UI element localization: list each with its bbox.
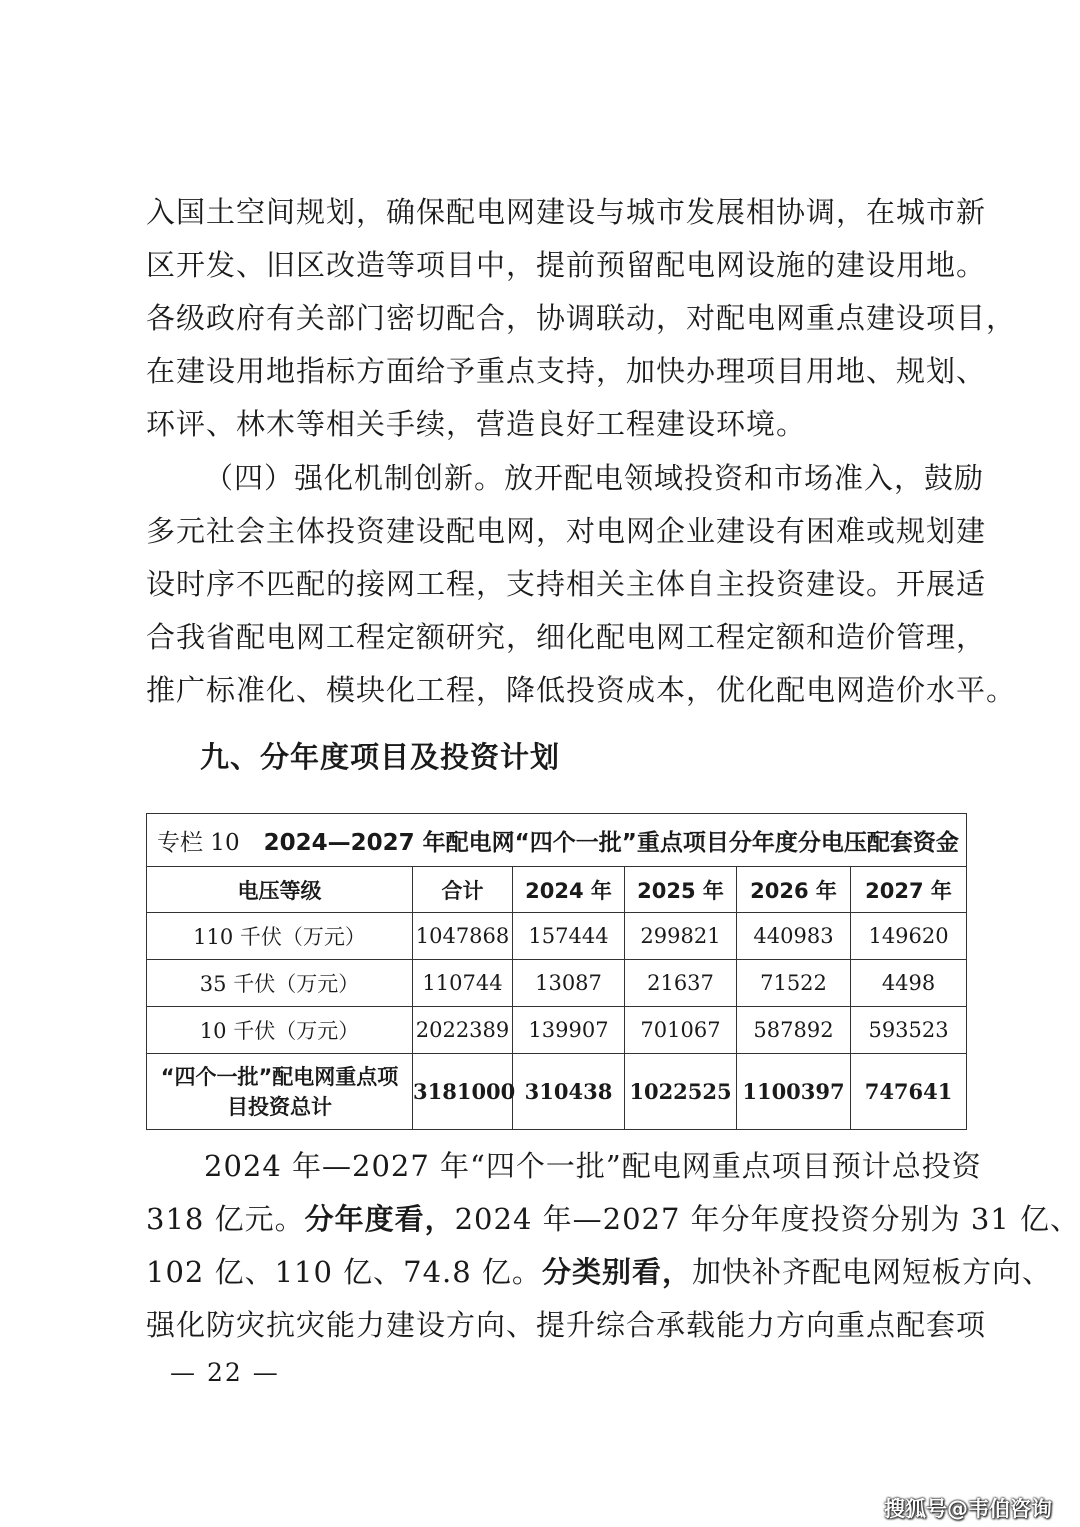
row-label: 110 千伏（万元） [147,913,413,960]
row-label: 10 千伏（万元） [147,1007,413,1054]
bold-run: 分类别看， [541,1255,692,1289]
table-cell: 299821 [625,913,737,960]
header-voltage: 电压等级 [147,867,413,913]
total-label [147,1054,413,1130]
text-line: 强化防灾抗灾能力建设方向、提升综合承载能力方向重点配套项 [146,1308,987,1342]
header-2025: 2025 年 [625,867,737,913]
paragraph-land-planning [146,186,1017,451]
row-label: 35 千伏（万元） [147,960,413,1007]
total-cell: 310438 [513,1054,625,1130]
table-cell: 1047868 [413,913,513,960]
investment-table [146,813,967,1130]
table-cell: 21637 [625,960,737,1007]
text-line: 环评、林木等相关手续，营造良好工程建设环境。 [146,407,807,441]
text-line: （四）强化机制创新。放开配电领域投资和市场准入，鼓励 [204,461,985,495]
header-2026: 2026 年 [737,867,851,913]
text-line: 多元社会主体投资建设配电网，对电网企业建设有困难或规划建 [146,514,987,548]
table-cell: 2022389 [413,1007,513,1054]
header-2024: 2024 年 [513,867,625,913]
table-row [147,960,967,1007]
total-cell: 1100397 [737,1054,851,1130]
text-run: 2024 年—2027 年分年度投资分别为 31 亿、 [454,1202,1080,1236]
total-label-line: 目投资总计 [227,1094,332,1119]
page-number: — 22 — [170,1358,280,1387]
paragraph-investment-summary [146,1140,1080,1352]
table-row [147,1007,967,1054]
table-cell: 71522 [737,960,851,1007]
caption-number: 专栏 10 [157,829,240,856]
table-header-row [147,867,967,913]
header-2027: 2027 年 [851,867,967,913]
text-line: 合我省配电网工程定额研究，细化配电网工程定额和造价管理， [146,620,987,654]
text-line: 推广标准化、模块化工程，降低投资成本，优化配电网造价水平。 [146,673,1017,707]
text-line [146,1246,1052,1299]
text-line: 2024 年—2027 年“四个一批”配电网重点项目预计总投资 [204,1149,982,1183]
table-cell: 593523 [851,1007,967,1054]
total-cell: 1022525 [625,1054,737,1130]
table-cell: 13087 [513,960,625,1007]
section-heading: 九、分年度项目及投资计划 [200,740,561,774]
text-line: 区开发、旧区改造等项目中，提前预留配电网设施的建设用地。 [146,248,987,282]
text-run: 102 亿、110 亿、74.8 亿。 [146,1255,542,1289]
paragraph-mechanism-innovation [146,452,1017,717]
text-line: 设时序不匹配的接网工程，支持相关主体自主投资建设。开展适 [146,567,987,601]
table-row [147,913,967,960]
total-cell: 3181000 [413,1054,513,1130]
table-cell: 110744 [413,960,513,1007]
table-cell: 4498 [851,960,967,1007]
table-cell: 440983 [737,913,851,960]
text-line: 入国土空间规划，确保配电网建设与城市发展相协调，在城市新 [146,195,987,229]
text-line: 各级政府有关部门密切配合，协调联动，对配电网重点建设项目， [146,301,1017,335]
table-cell: 701067 [625,1007,737,1054]
total-cell: 747641 [851,1054,967,1130]
text-line [146,1193,1080,1246]
watermark: 搜狐号@韦伯咨询 [884,1497,1052,1521]
table-caption [147,814,967,867]
text-run: 加快补齐配电网短板方向、 [691,1255,1052,1289]
header-total: 合计 [413,867,513,913]
bold-run: 分年度看， [304,1202,455,1236]
table-cell: 157444 [513,913,625,960]
text-run: 318 亿元。 [146,1202,305,1236]
table-cell: 139907 [513,1007,625,1054]
total-label-line: “四个一批”配电网重点项 [160,1064,399,1089]
table-total-row [147,1054,967,1130]
text-line: 在建设用地指标方面给予重点支持，加快办理项目用地、规划、 [146,354,987,388]
caption-title: 2024—2027 年配电网“四个一批”重点项目分年度分电压配套资金 [263,829,959,856]
table-cell: 587892 [737,1007,851,1054]
table-cell: 149620 [851,913,967,960]
